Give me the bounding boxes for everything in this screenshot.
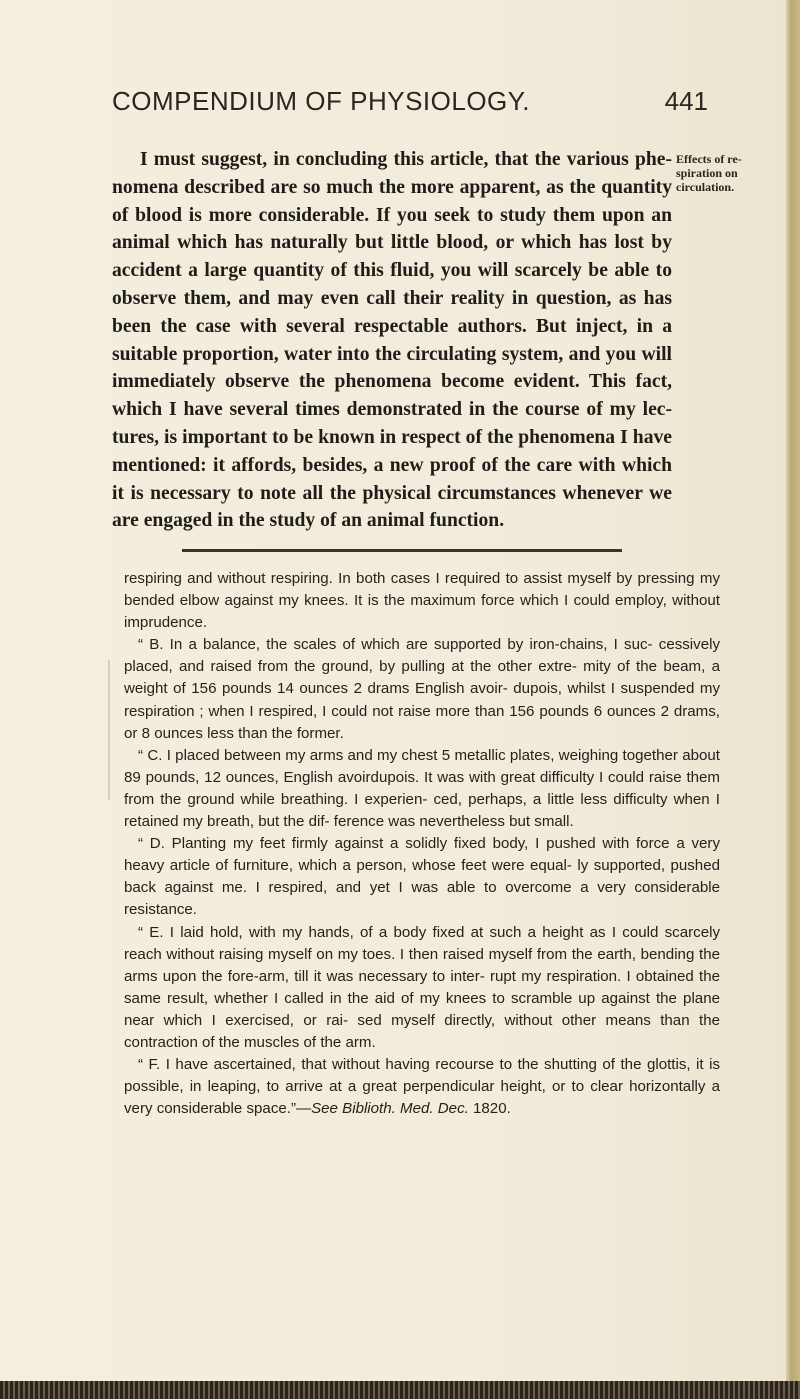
footnote-paragraph: respiring and without respiring. In both cases I required to assist myself by pressing my bended elbow against my knees. It is the maximum force which I could employ, without imprudence. <box>124 570 720 632</box>
page-bottom-edge <box>0 1381 800 1399</box>
body-paragraph: I must suggest, in concluding this article, that the various phe- nomena described are so much the more apparent, as the quantity of blood is more considerable. If you seek to study them upon an animal which has naturally but little blood, or which has lost by accident a large quantity of this fluid, you will scarcely be able to observe them, and may even call their reality in question, as has been the case with several respectable authors. But inject, in a suitable proportion, water into the circulating system, and you will immediately observe the phenomena become evident. This fact, which I have several times demonstrated in the course of my lec- tures, is important to be known in respect of the phenomena I have mentioned: it affords, besides, a new proof of the care with which it is necessary to note all the physical circumstances whenever we are engaged in the study of an animal function. <box>112 149 672 532</box>
footnote-text: “ F. I have ascertained, that without having recourse to the shutting of the glottis, it is possible, in leaping, to arrive at a great perpendicular height, or to clear horizontally a very considerable space.”— <box>124 1056 720 1118</box>
page-number: 441 <box>664 86 708 116</box>
page-binding-edge <box>786 0 800 1399</box>
footnote-separator-rule <box>182 549 622 552</box>
footnote-paragraph: “ D. Planting my feet firmly against a solidly fixed body, I pushed with force a very heavy article of furniture, which a person, whose feet were equal- ly supported, pushed back against me. I respired, and yet I was able to overcome a very considerable resistance. <box>124 835 720 919</box>
footnote-block <box>124 568 720 1120</box>
left-edge-mark <box>108 660 110 800</box>
footnote-paragraph-last <box>124 1054 720 1120</box>
page-header <box>112 86 708 122</box>
footnote-citation: See Biblioth. Med. Dec. <box>311 1100 469 1118</box>
running-title: COMPENDIUM OF PHYSIOLOGY. <box>112 86 530 116</box>
footnote-paragraph: “ B. In a balance, the scales of which are supported by iron-chains, I suc- cessively placed, and raised from the ground, by pulling at the other extre- mity of the beam, a weight of 156 pounds 14 ounces 2 drams English avoir- dupois, whilst I suspended my respiration ; when I respired, I could not raise more than 156 pounds 6 ounces 2 drams, or 8 ounces less than the former. <box>124 636 720 742</box>
footnote-paragraph: “ E. I laid hold, with my hands, of a body fixed at such a height as I could scarcely reach without raising myself on my toes. I then raised myself from the earth, bending the arms upon the fore-arm, till it was necessary to inter- rupt my respiration. I obtained the same result, whether I called in the aid of my knees to scramble up against the plane near which I exercised, or rai- sed myself directly, without other means than the contraction of the muscles of the arm. <box>124 923 720 1051</box>
margin-note: Effects of re- spiration on circulation. <box>676 152 742 194</box>
footnote-paragraph: “ C. I placed between my arms and my chest 5 metallic plates, weighing together about 89 pounds, 12 ounces, English avoirdupois. It was with great difficulty I could raise them from the ground while breathing. I experien- ced, perhaps, a little less difficulty when I retained my breath, but the dif- ference was nevertheless but small. <box>124 746 720 831</box>
main-body-text <box>112 146 672 535</box>
footnote-year: 1820. <box>468 1100 511 1118</box>
